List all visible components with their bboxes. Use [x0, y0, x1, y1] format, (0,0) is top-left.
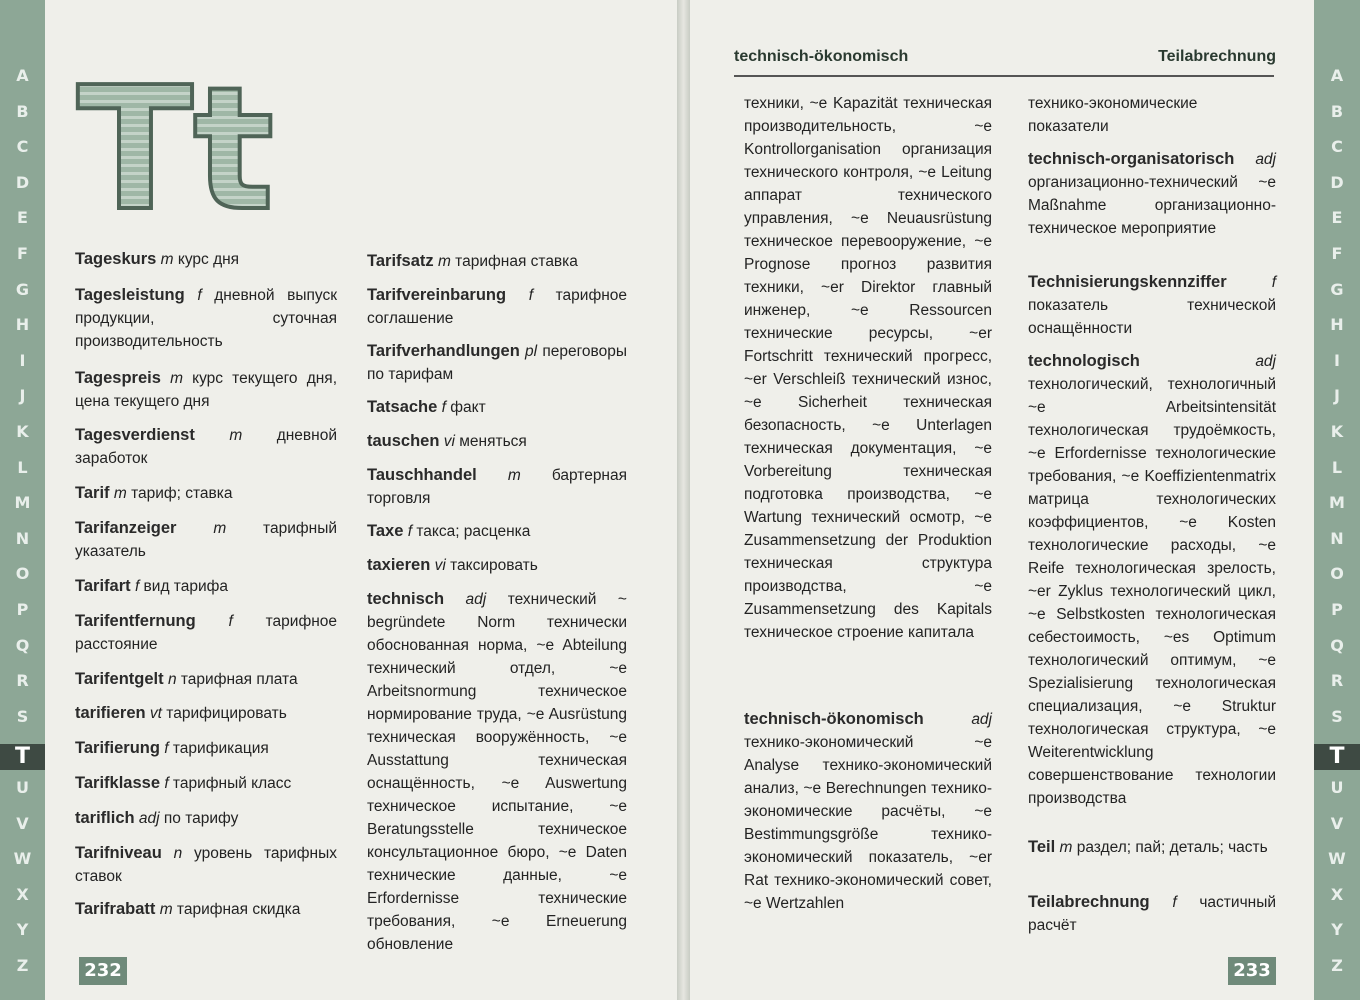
alphabet-tab-s[interactable]: S — [16, 706, 29, 726]
page-number-left: 232 — [79, 957, 127, 985]
entry-headword: Tagesleistung — [75, 286, 185, 304]
alphabet-tab-y[interactable]: Y — [16, 920, 29, 940]
entry-translation: уровень тарифных ставок — [75, 845, 337, 885]
entry-translation: курс текущего дня, цена текущего дня — [75, 370, 337, 410]
alphabet-tab-l[interactable]: L — [17, 457, 28, 477]
entry-headword: Tarifierung — [75, 739, 160, 757]
entry-part-of-speech: vt — [149, 705, 162, 722]
entry-translation: вид тарифа — [139, 578, 228, 595]
dictionary-entry — [367, 430, 627, 453]
entry-translation: тарифный указатель — [75, 520, 337, 560]
alphabet-tab-t[interactable]: T — [1314, 744, 1360, 770]
entry-headword: tauschen — [367, 432, 440, 450]
entry-translation: тариф; ставка — [126, 485, 233, 502]
entry-translation: технико-экономический ~e Analyse технико-экономический анализ, ~e Berechnungen технико-экономические расчёты, ~e Bestimmungsgröße технико-экономический показатель, ~er Rat технико-экономический совет, ~e Wertzahlen — [744, 734, 992, 912]
alphabet-tab-d[interactable]: D — [1330, 172, 1344, 192]
entry-headword: Tarifvereinbarung — [367, 286, 507, 304]
dictionary-entry — [75, 284, 337, 353]
entry-translation: факт — [445, 399, 486, 416]
alphabet-tab-v[interactable]: V — [16, 813, 29, 833]
big-letter-Tt — [71, 60, 301, 220]
alphabet-tab-o[interactable]: O — [15, 564, 30, 584]
entry-headword: Tarifentfernung — [75, 612, 196, 630]
entry-translation: тарифная ставка — [450, 253, 578, 270]
alphabet-tab-g[interactable]: G — [1330, 279, 1344, 299]
entry-translation: тарифное расстояние — [75, 613, 338, 653]
entry-part-of-speech: pl — [525, 343, 538, 360]
dictionary-entry — [75, 482, 337, 505]
alphabet-tab-e[interactable]: E — [17, 208, 28, 228]
alphabet-tab-o[interactable]: O — [1330, 564, 1344, 584]
entry-part-of-speech: f — [164, 740, 169, 757]
alphabet-tab-k[interactable]: K — [1330, 422, 1344, 441]
alphabet-tab-n[interactable]: N — [1330, 528, 1344, 548]
alphabet-tab-h[interactable]: H — [1330, 315, 1344, 335]
dictionary-entry — [75, 575, 337, 598]
alphabet-tab-r[interactable]: R — [1330, 671, 1344, 691]
right-alphabet-tabs — [1314, 0, 1360, 1000]
entry-part-of-speech: f — [528, 287, 533, 304]
entry-part-of-speech: f — [228, 613, 233, 630]
alphabet-tab-h[interactable]: H — [15, 315, 30, 335]
entry-part-of-speech: vi — [434, 557, 446, 574]
entry-translation: тарифное соглашение — [367, 287, 627, 327]
entry-part-of-speech: m — [159, 901, 173, 918]
entry-headword: Tagespreis — [75, 369, 161, 387]
entry-translation: организационно-технический ~e Maßnahme организационно-техническое мероприятие — [1028, 174, 1276, 237]
alphabet-tab-w[interactable]: W — [1328, 849, 1346, 869]
entry-headword: Tarifanzeiger — [75, 519, 177, 537]
entry-part-of-speech: f — [134, 578, 140, 595]
alphabet-tab-s[interactable]: S — [1331, 706, 1343, 726]
entry-translation: бартерная торговля — [367, 467, 628, 507]
dictionary-entry — [1028, 836, 1276, 859]
alphabet-tab-b[interactable]: B — [16, 101, 29, 121]
dictionary-entry — [75, 424, 337, 470]
alphabet-tab-f[interactable]: F — [1331, 244, 1343, 263]
entry-translation: дневной выпуск продукции, суточная производительность — [75, 287, 337, 350]
entry-translation: переговоры по тарифам — [367, 343, 627, 383]
entry-part-of-speech: n — [173, 845, 183, 862]
alphabet-tab-u[interactable]: U — [1330, 778, 1344, 797]
right-page — [690, 0, 1314, 1000]
book-gutter — [677, 0, 690, 1000]
entry-translation: частичный расчёт — [1028, 894, 1276, 934]
dictionary-entry — [75, 898, 337, 921]
entry-headword: tarifieren — [75, 704, 146, 722]
entry-headword: technisch-ökonomisch — [744, 710, 924, 728]
running-head-right: Teilabrechnung — [1158, 48, 1276, 65]
entry-translation: технико-экономические показатели — [1028, 95, 1198, 135]
entry-part-of-speech: m — [113, 485, 127, 502]
entry-translation: таксировать — [445, 557, 538, 574]
entry-part-of-speech: f — [1172, 894, 1177, 911]
alphabet-tab-t[interactable]: T — [0, 744, 45, 770]
alphabet-tab-f[interactable]: F — [17, 244, 28, 263]
entry-headword: Teil — [1028, 838, 1056, 856]
entry-part-of-speech: adj — [1255, 151, 1276, 168]
entry-translation: по тарифу — [159, 810, 239, 827]
dictionary-entry — [75, 248, 337, 271]
alphabet-tab-r[interactable]: R — [16, 671, 29, 691]
entry-part-of-speech: f — [164, 775, 169, 792]
dictionary-entry — [1028, 891, 1276, 937]
alphabet-tab-i[interactable]: I — [19, 350, 26, 370]
alphabet-tab-m[interactable]: M — [1329, 493, 1345, 513]
entry-translation: показатель технической оснащённости — [1028, 297, 1276, 337]
dictionary-entry — [367, 340, 627, 386]
alphabet-tab-a[interactable]: A — [1330, 66, 1344, 85]
entry-part-of-speech: m — [229, 427, 243, 444]
dictionary-entry — [367, 520, 627, 543]
alphabet-tab-l[interactable]: L — [1331, 457, 1343, 477]
alphabet-tab-q[interactable]: Q — [15, 635, 30, 655]
dictionary-entry — [367, 464, 627, 510]
entry-headword: Tagesverdienst — [75, 426, 195, 444]
dictionary-entry — [75, 517, 337, 563]
entry-headword: Tarifsatz — [367, 252, 434, 270]
alphabet-tab-c[interactable]: C — [1331, 137, 1343, 157]
dictionary-entry — [367, 554, 627, 577]
big-letter-text: Tt — [77, 60, 275, 220]
entry-part-of-speech: n — [167, 671, 177, 688]
alphabet-tab-v[interactable]: V — [1330, 813, 1344, 833]
running-head-rule — [734, 75, 1274, 77]
entry-translation: технический ~ begründete Norm технически обоснованная норма, ~e Abteilung технический отдел, ~e Arbeitsnormung техническое нормирование труда, ~e Ausrüstung техническая вооружённость, ~e Ausstattung техническая оснащённость, ~e Auswertung техническое испытание, ~e Beratungsstelle техническое консультационное бюро, ~e Daten технические данные, ~e Erfordernisse технические требования, ~e Erneuerung обновление — [367, 591, 627, 953]
entry-part-of-speech: m — [160, 251, 174, 268]
entry-translation: тарифная скидка — [172, 901, 301, 918]
entry-headword: Tarifklasse — [75, 774, 160, 792]
alphabet-tab-x[interactable]: X — [1330, 884, 1344, 904]
entry-translation: курс дня — [173, 251, 240, 268]
alphabet-tab-j[interactable]: J — [1334, 386, 1340, 406]
entry-headword: Tageskurs — [75, 250, 157, 268]
entry-headword: Tarif — [75, 484, 110, 502]
dictionary-entry — [75, 807, 337, 830]
alphabet-tab-x[interactable]: X — [16, 884, 29, 904]
entry-part-of-speech: adj — [971, 711, 992, 728]
entry-headword: Tarifentgelt — [75, 670, 164, 688]
dictionary-entry — [744, 92, 992, 644]
entry-headword: Teilabrechnung — [1028, 893, 1150, 911]
dictionary-entry — [367, 396, 627, 419]
entry-translation: тарификация — [168, 740, 269, 757]
entry-headword: technisch — [367, 590, 445, 608]
alphabet-tab-n[interactable]: N — [15, 528, 30, 548]
entry-part-of-speech: m — [1059, 839, 1073, 856]
dictionary-entry — [1028, 148, 1276, 240]
entry-part-of-speech: adj — [465, 591, 487, 608]
entry-headword: Tatsache — [367, 398, 438, 416]
alphabet-tab-y[interactable]: Y — [1331, 920, 1343, 940]
entry-translation: тарифная плата — [176, 671, 298, 688]
dictionary-entry — [75, 668, 337, 691]
dictionary-entry — [744, 708, 992, 915]
entry-part-of-speech: m — [213, 520, 227, 537]
dictionary-entry — [367, 250, 627, 273]
alphabet-tab-i[interactable]: I — [1334, 350, 1340, 370]
entry-headword: technisch-organisatorisch — [1028, 150, 1235, 168]
left-alphabet-tabs — [0, 0, 45, 1000]
entry-headword: Taxe — [367, 522, 404, 540]
entry-part-of-speech: f — [197, 287, 202, 304]
alphabet-tab-c[interactable]: C — [16, 137, 29, 157]
entry-part-of-speech: m — [170, 370, 183, 387]
entry-part-of-speech: m — [437, 253, 451, 270]
entry-headword: taxieren — [367, 556, 431, 574]
dictionary-entry — [367, 284, 627, 330]
entry-translation: дневной заработок — [75, 427, 338, 467]
dictionary-entry — [75, 772, 337, 795]
alphabet-tab-z[interactable]: Z — [1331, 956, 1343, 975]
entry-part-of-speech: f — [1271, 274, 1276, 291]
dictionary-entry — [1028, 271, 1276, 340]
alphabet-tab-b[interactable]: B — [1330, 101, 1344, 121]
entry-headword: Tauschhandel — [367, 466, 477, 484]
entry-translation: технологический, технологичный ~e Arbeitsintensität технологическая трудоёмкость, ~e Erfordernisse технологические требования, ~e Koeffizientenmatrix матрица технологических коэффициентов, ~e Kosten технологические расходы, ~e Reife технологическая зрелость, ~er Zyklus технологический цикл, ~e Selbstkosten технологическая себестоимость, ~es Optimum технологический оптимум, ~e Spezialisierung технологическая специализация, ~e Struktur технологическая структура, ~e Weiterentwicklung совершенствование технологии производства — [1028, 376, 1276, 807]
entry-headword: Tarifrabatt — [75, 900, 156, 918]
alphabet-tab-z[interactable]: Z — [16, 956, 29, 975]
alphabet-tab-q[interactable]: Q — [1330, 635, 1344, 655]
entry-part-of-speech: adj — [1255, 353, 1276, 370]
alphabet-tab-p[interactable]: P — [16, 600, 29, 619]
entry-headword: tariflich — [75, 809, 135, 827]
entry-part-of-speech: adj — [138, 810, 160, 827]
entry-translation: меняться — [454, 433, 527, 450]
dictionary-entry — [75, 842, 337, 888]
dictionary-entry — [75, 702, 337, 725]
dictionary-entry — [1028, 350, 1276, 810]
entry-translation: техники, ~e Kapazität техническая производительность, ~e Kontrollorganisation организация технического контроля, ~e Leitung аппарат технического управления, ~e Neuausrüstung техническое перевооружение, ~e Prognose прогноз развития техники, ~er Direktor главный инженер, ~e Ressourcen технические ресурсы, ~er Fortschritt технический прогресс, ~er Verschleiß технический износ, ~e Sicherheit техническая безопасность, ~e Unterlagen техническая документация, ~e Vorbereitung техническая подготовка производства, ~e Wartung технический осмотр, ~e Zusammensetzung der Produktion техническая структура производства, ~e Zusammensetzung des Kapitals техническое строение капитала — [744, 95, 992, 641]
dictionary-entry — [75, 367, 337, 413]
entry-headword: Technisierungskennziffer — [1028, 273, 1227, 291]
entry-headword: Tarifniveau — [75, 844, 162, 862]
alphabet-tab-u[interactable]: U — [16, 778, 29, 797]
alphabet-tab-k[interactable]: K — [16, 422, 29, 441]
entry-part-of-speech: vi — [443, 433, 455, 450]
dictionary-entry — [367, 588, 627, 956]
alphabet-tab-j[interactable]: J — [19, 386, 26, 406]
running-head-left: technisch-ökonomisch — [734, 48, 909, 65]
entry-part-of-speech: f — [441, 399, 446, 416]
alphabet-tab-m[interactable]: M — [14, 493, 31, 513]
alphabet-tab-p[interactable]: P — [1331, 600, 1343, 619]
entry-part-of-speech: m — [507, 467, 521, 484]
dictionary-entry — [1028, 92, 1276, 138]
entry-headword: technologisch — [1028, 352, 1140, 370]
entry-headword: Tarifart — [75, 577, 131, 595]
alphabet-tab-a[interactable]: A — [16, 66, 29, 85]
dictionary-entry — [75, 610, 337, 656]
entry-translation: тарифицировать — [161, 705, 287, 722]
alphabet-tab-d[interactable]: D — [15, 172, 30, 192]
entry-translation: тарифный класс — [168, 775, 292, 792]
alphabet-tab-w[interactable]: W — [13, 849, 32, 869]
dictionary-entry — [75, 737, 337, 760]
entry-translation: раздел; пай; деталь; часть — [1072, 839, 1268, 856]
alphabet-tab-e[interactable]: E — [1331, 208, 1343, 228]
left-page — [45, 0, 677, 1000]
entry-part-of-speech: f — [407, 523, 413, 540]
page-number-right: 233 — [1228, 957, 1276, 985]
entry-translation: такса; расценка — [412, 523, 531, 540]
entry-headword: Tarifverhandlungen — [367, 342, 520, 360]
alphabet-tab-g[interactable]: G — [15, 279, 30, 299]
